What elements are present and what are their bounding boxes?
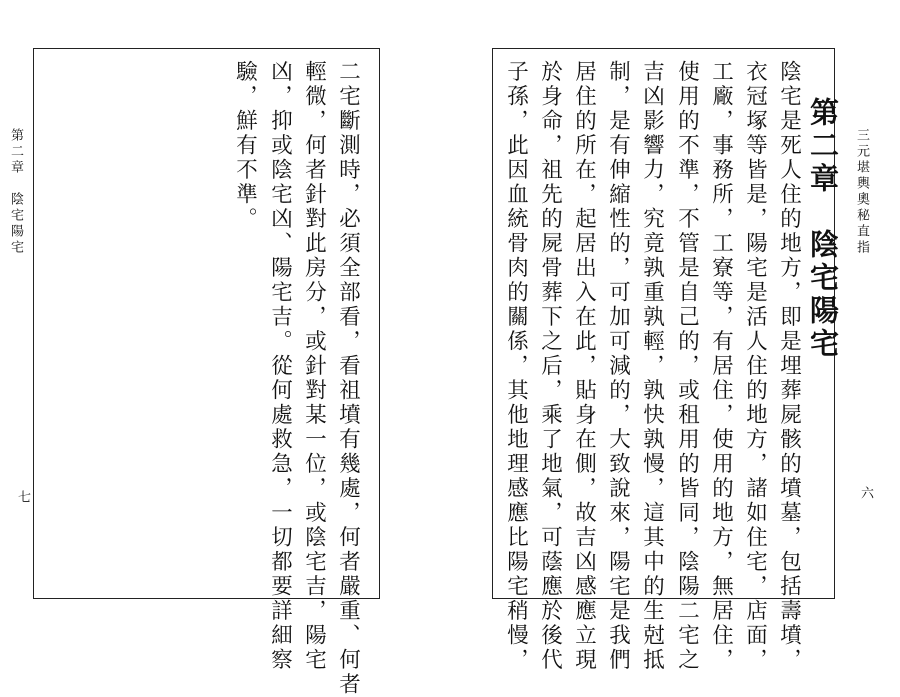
- left-body-column-4: 驗，鮮有不準。: [232, 60, 258, 232]
- right-body-column-3: 工廠，事務所，工寮等，有居住，使用的地方，無居住，: [708, 60, 734, 673]
- left-body-column-2: 輕微，何者針對此房分，或針對某一位，或陰宅吉，陽宅: [301, 60, 327, 673]
- chapter-title: 第二章 陰宅陽宅: [806, 97, 840, 361]
- right-body-column-6: 制，是有伸縮性的，可加可減的，大致說來，陽宅是我們: [605, 60, 631, 673]
- right-body-column-9: 子孫，此因血統骨肉的關係，其他地理感應比陽宅稍慢，: [503, 60, 529, 673]
- right-body-column-5: 吉凶影響力，究竟孰重孰輕，孰快孰慢，這其中的生尅抵: [639, 60, 665, 673]
- left-page-running-header: 第二章 陰宅陽宅: [8, 128, 23, 256]
- left-body-column-1: 二宅斷測時，必須全部看，看祖墳有幾處，何者嚴重、何者: [335, 60, 361, 697]
- right-body-column-1: 陰宅是死人住的地方，即是埋葬屍骸的墳墓，包括壽墳，: [776, 60, 802, 673]
- left-body-column-3: 凶，抑或陰宅凶、陽宅吉。從何處救急，一切都要詳細察: [267, 60, 293, 673]
- right-body-column-4: 使用的不準，不管是自己的，或租用的皆同，陰陽二宅之: [674, 60, 700, 673]
- right-body-column-2: 衣冠塚等皆是，陽宅是活人住的地方，諸如住宅，店面，: [742, 60, 768, 673]
- right-page-number: 六: [858, 486, 873, 499]
- left-page-frame: [33, 48, 380, 599]
- right-body-column-7: 居住的所在，起居出入在此，貼身在側，故吉凶感應立現: [571, 60, 597, 673]
- right-page-running-header: 三元堪輿奧秘直指: [854, 128, 869, 256]
- left-page-number: 七: [15, 490, 30, 503]
- right-body-column-8: 於身命，祖先的屍骨葬下之后，乘了地氣，可蔭應於後代: [537, 60, 563, 673]
